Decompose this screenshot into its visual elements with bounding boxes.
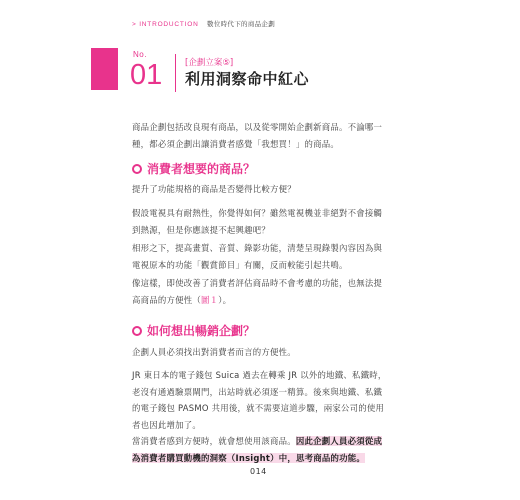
section1-heading-text: 消費者想要的商品？ bbox=[147, 162, 256, 176]
chapter-number: 01 bbox=[130, 59, 163, 91]
section1-paragraph-2 bbox=[132, 205, 390, 238]
highlighted-text: 因此企劃人員必須從成 bbox=[295, 436, 383, 446]
section2-paragraph-3 bbox=[132, 433, 390, 466]
chapter-no-label: No. bbox=[133, 50, 147, 59]
intro-paragraph bbox=[132, 119, 390, 152]
running-head-section: > INTRODUCTION bbox=[132, 21, 199, 28]
page-number: 014 bbox=[250, 467, 267, 476]
section1-heading bbox=[132, 160, 255, 177]
section1-paragraph-3 bbox=[132, 240, 390, 273]
intro-line: 種，都必須企劃出讓消費者感覺「我想買！」的商品。 bbox=[132, 138, 339, 149]
section1-paragraph-4 bbox=[132, 275, 390, 308]
paragraph-text: 當消費者感到方便時，就會想使用該商品。 bbox=[132, 436, 296, 446]
chapter-case-label: [企劃立案⑤] bbox=[185, 58, 234, 68]
section1-paragraph-1 bbox=[132, 181, 390, 198]
figure-reference-link[interactable]: 圖１ bbox=[201, 294, 219, 305]
chapter-title: 利用洞察命中紅心 bbox=[185, 70, 310, 88]
paragraph-line: 像這樣，即使改善了消費者評估商品時不會考慮的功能，也無法提 bbox=[132, 278, 383, 288]
chapter-divider bbox=[175, 54, 176, 92]
ring-bullet-icon bbox=[132, 326, 142, 336]
paragraph-line bbox=[132, 292, 390, 309]
paragraph-line: 電視原本的功能「觀賞節目」有關，反而較能引起共鳴。 bbox=[132, 259, 348, 270]
paragraph-line: 到熱源，但是你應該提不起興趣吧？ bbox=[132, 224, 270, 235]
paragraph-line: 者也因此增加了。 bbox=[132, 419, 201, 430]
chapter-accent-block bbox=[91, 48, 118, 90]
paragraph-line bbox=[132, 433, 390, 450]
running-head bbox=[132, 19, 275, 28]
paragraph-line: 老沒有通過驗票閘門，出站時就必須逐一精算。後來與地鐵、私鐵 bbox=[132, 386, 383, 397]
paragraph-line: 相形之下，提高畫質、音質、錄影功能，清楚呈現錄製內容因為與 bbox=[132, 243, 383, 253]
paragraph-text: ）。 bbox=[218, 294, 232, 305]
highlighted-text: 為消費者購買動機的洞察（Insight）中，思考商品的功能。 bbox=[132, 452, 366, 463]
section2-paragraph-1 bbox=[132, 344, 390, 361]
paragraph-line: JR 東日本的電子錢包 Suica 過去在轉乘 JR 以外的地鐵、私鐵時， bbox=[132, 370, 387, 380]
paragraph-line: 的電子錢包 PASMO 共用後，就不需要這道步驟，兩家公司的使用 bbox=[132, 403, 385, 413]
section2-heading bbox=[132, 322, 255, 339]
paragraph-line: 企劃人員必須找出對消費者而言的方便性。 bbox=[132, 347, 296, 357]
running-head-title: 數位時代下的商品企劃 bbox=[207, 20, 276, 28]
intro-line: 商品企劃包括改良現有商品，以及從零開始企劃新商品。不論哪一 bbox=[132, 122, 383, 132]
ring-bullet-icon bbox=[132, 164, 142, 174]
paragraph-text: 高商品的方便性（ bbox=[132, 294, 201, 305]
paragraph-line: 假設電視具有耐熱性，你覺得如何？雖然電視機並非絕對不會接觸 bbox=[132, 208, 383, 218]
section2-heading-text: 如何想出暢銷企劃？ bbox=[147, 324, 256, 338]
paragraph-line: 提升了功能規格的商品是否變得比較方便？ bbox=[132, 184, 296, 194]
paragraph-line bbox=[132, 450, 390, 467]
section2-paragraph-2 bbox=[132, 367, 390, 433]
